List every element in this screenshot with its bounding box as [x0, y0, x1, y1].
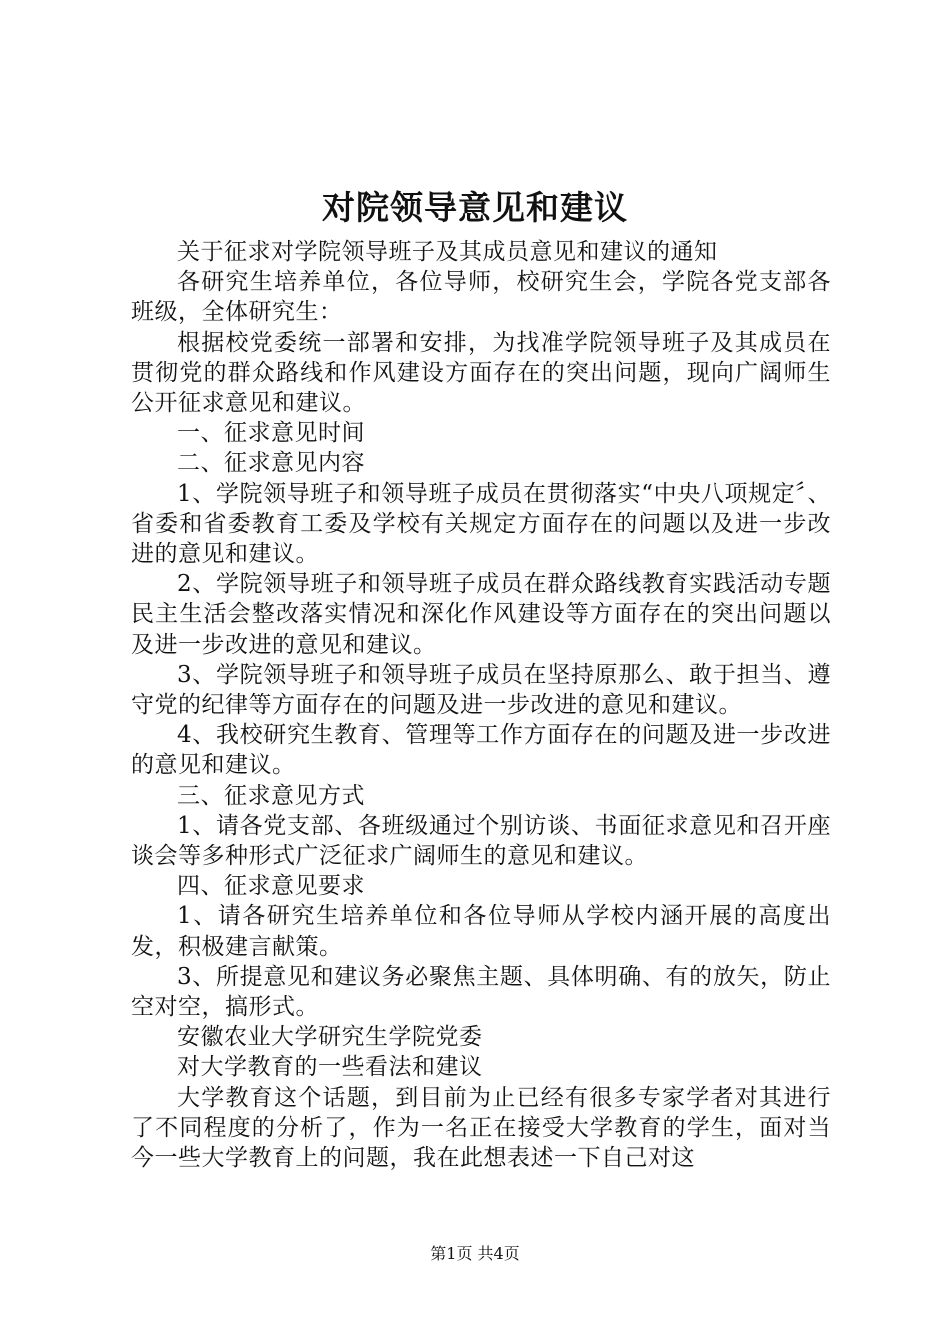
- paragraph-notice-title: 关于征求对学院领导班子及其成员意见和建议的通知: [177, 239, 718, 265]
- paragraph-requirement-1: 1、请各研究生培养单位和各位导师从学校内涵开展的高度出发，积极建言献策。: [131, 903, 831, 960]
- section-heading-content: 二、征求意见内容: [177, 450, 365, 477]
- paragraph-requirement-3: 3、所提意见和建议务必聚焦主题、具体明确、有的放矢，防止空对空，搞形式。: [131, 963, 831, 1021]
- document-body: [131, 237, 831, 1173]
- paragraph-item-4: 4、我校研究生教育、管理等工作方面存在的问题及进一步改进的意见和建议。: [131, 722, 831, 779]
- subheading-education: 对大学教育的一些看法和建议: [177, 1054, 483, 1081]
- section-heading-requirements: 四、征求意见要求: [177, 873, 365, 900]
- paragraph-item-3: 3、学院领导班子和领导班子成员在坚持原那么、敢于担当、遵守党的纪律等方面存在的问题及进一步改进的意见和建议。: [131, 661, 831, 719]
- paragraph-item-1: 1、学院领导班子和领导班子成员在贯彻落实“中央八项规定〞、省委和省委教育工委及学校有关规定方面存在的问题以及进一步改进的意见和建议。: [131, 480, 831, 568]
- paragraph-item-2: 2、学院领导班子和领导班子成员在群众路线教育实践活动专题民主生活会整改落实情况和深化作风建设等方面存在的突出问题以及进一步改进的意见和建议。: [131, 571, 831, 658]
- page-title: 对院领导意见和建议: [322, 188, 628, 227]
- paragraph-education: 大学教育这个话题，到目前为止已经有很多专家学者对其进行了不同程度的分析了，作为一名正在接受大学教育的学生，面对当今一些大学教育上的问题，我在此想表述一下自己对这: [131, 1084, 831, 1172]
- signature-line: 安徽农业大学研究生学院党委: [177, 1024, 483, 1051]
- page-footer: 第1页 共4页: [430, 1244, 520, 1263]
- section-heading-time: 一、征求意见时间: [177, 420, 365, 447]
- paragraph-addressee: 各研究生培养单位，各位导师，校研究生会，学院各党支部各班级，全体研究生：: [131, 269, 831, 326]
- paragraph-intro: 根据校党委统一部署和安排，为找准学院领导班子及其成员在贯彻党的群众路线和作风建设方面存在的突出问题，现向广阔师生公开征求意见和建议。: [131, 329, 831, 417]
- paragraph-method-1: 1、请各党支部、各班级通过个别访谈、书面征求意见和召开座谈会等多种形式广泛征求广阔师生的意见和建议。: [131, 812, 831, 870]
- section-heading-method: 三、征求意见方式: [177, 782, 365, 809]
